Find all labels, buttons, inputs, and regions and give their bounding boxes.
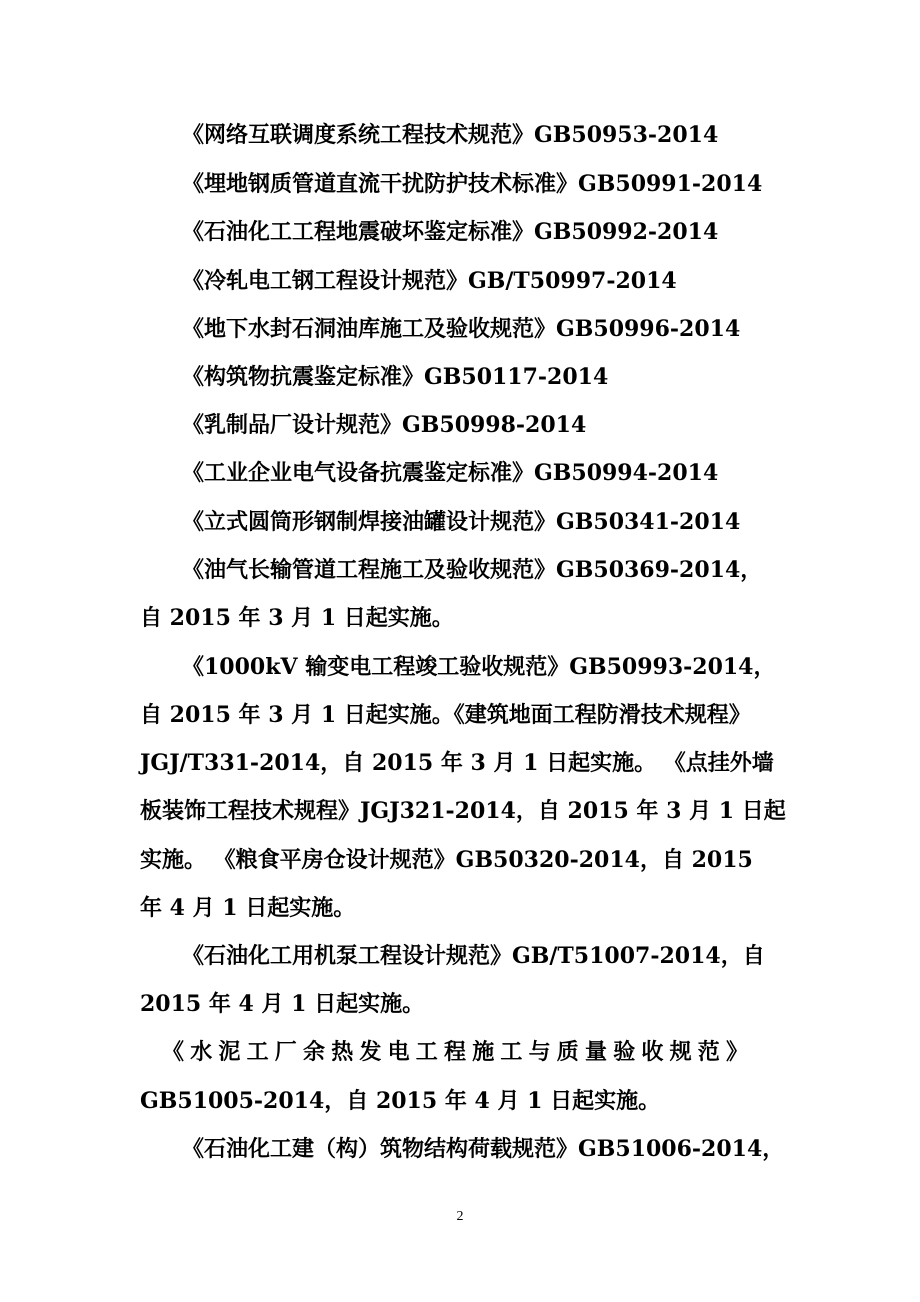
text-line: 《石油化工建（构）筑物结构荷载规范》GB51006-2014， <box>182 1136 785 1162</box>
text-line: 《工业企业电气设备抗震鉴定标准》GB50994-2014 <box>182 460 719 486</box>
text-line: 《地下水封石洞油库施工及验收规范》GB50996-2014 <box>182 316 741 342</box>
text-line: 《水泥工厂余热发电工程施工与质量验收规范》 <box>162 1039 755 1065</box>
text-line: 《油气长输管道工程施工及验收规范》GB50369-2014， <box>182 557 763 583</box>
text-line: 《立式圆筒形钢制焊接油罐设计规范》GB50341-2014 <box>182 509 741 535</box>
text-line: JGJ/T331-2014，自 2015 年 3 月 1 日起实施。 《点挂外墙 <box>140 750 774 776</box>
text-line: 《冷轧电工钢工程设计规范》GB/T50997-2014 <box>182 268 677 294</box>
text-line: GB51005-2014，自 2015 年 4 月 1 日起实施。 <box>140 1088 661 1114</box>
page-number: 2 <box>456 1209 464 1224</box>
text-line: 年 4 月 1 日起实施。 <box>140 895 356 921</box>
text-line: 2015 年 4 月 1 日起实施。 <box>140 991 425 1017</box>
text-line: 自 2015 年 3 月 1 日起实施。《建筑地面工程防滑技术规程》 <box>140 702 751 728</box>
text-line: 自 2015 年 3 月 1 日起实施。 <box>140 605 454 631</box>
text-line: 《石油化工用机泵工程设计规范》GB/T51007-2014，自 <box>182 943 765 969</box>
text-line: 板装饰工程技术规程》JGJ321-2014，自 2015 年 3 月 1 日起 <box>140 798 786 824</box>
text-line: 《埋地钢质管道直流干扰防护技术标准》GB50991-2014 <box>182 171 763 197</box>
text-line: 实施。 《粮食平房仓设计规范》GB50320-2014，自 2015 <box>140 847 753 873</box>
text-line: 《网络互联调度系统工程技术规范》GB50953-2014 <box>182 122 719 148</box>
text-line: 《1000kV 输变电工程竣工验收规范》GB50993-2014， <box>182 654 776 680</box>
text-line: 《乳制品厂设计规范》GB50998-2014 <box>182 412 587 438</box>
text-line: 《石油化工工程地震破坏鉴定标准》GB50992-2014 <box>182 219 719 245</box>
text-line: 《构筑物抗震鉴定标准》GB50117-2014 <box>182 364 609 390</box>
